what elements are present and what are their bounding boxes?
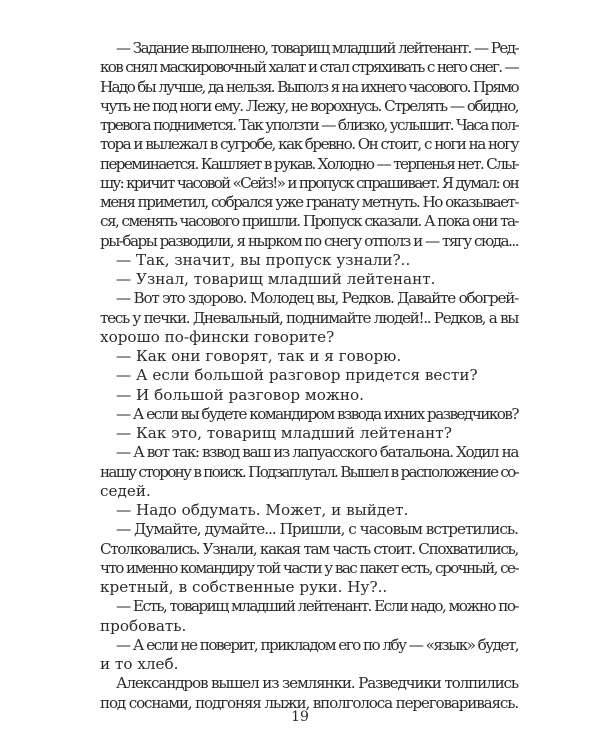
text-line: — Есть, товарищ младший лейтенант. Если надо, можно по- (116, 597, 518, 616)
text-line: — Так, значит, вы пропуск узнали?.. (116, 250, 411, 269)
text-line: — А вот так: взвод ваш из лапуасского батальона. Ходил на (116, 443, 518, 462)
text-line: под соснами, подгоняя лыжи, вполголоса переговариваясь. (100, 693, 518, 712)
text-line: — Задание выполнено, товарищ младший лейтенант. — Ред- (116, 39, 518, 57)
text-line: тора и вылежал в сугробе, как бревно. Он стоит, с ноги на ногу (100, 135, 518, 154)
text-line: чуть не под ноги ему. Лежу, не ворохнусь. Стрелять — обидно, (100, 96, 518, 115)
text-line: — И большой разговор можно. (116, 385, 364, 404)
text-line: ры-бары разводили, я нырком по снегу отполз и — тягу сюда... (100, 231, 518, 250)
text-line: седей. (100, 481, 151, 500)
text-line: Надо бы лучше, да нельзя. Выполз я на ихнего часового. Прямо (100, 77, 518, 96)
text-line: — Вот это здорово. Молодец вы, Редков. Давайте обогрей- (116, 289, 519, 308)
text-line: — Как это, товарищ младший лейтенант? (116, 424, 452, 442)
body-text (100, 39, 518, 713)
text-line: переминается. Кашляет в рукав. Холодно — терпенья нет. Слы- (100, 154, 518, 173)
text-line: и то хлеб. (100, 655, 179, 673)
text-line: тревога поднимется. Так уползти — близко, услышит. Часа пол- (100, 116, 518, 134)
text-line: — Думайте, думайте... Пришли, с часовым встретились. (116, 520, 518, 539)
text-line: пробовать. (100, 616, 187, 635)
text-line: меня приметил, собрался уже гранату метнуть. Но оказывает- (100, 193, 518, 211)
text-line: кретный, в собственные руки. Ну?.. (100, 578, 388, 596)
text-line: — Как они говорят, так и я говорю. (116, 347, 402, 365)
text-line: — А если не поверит, прикладом его по лбу — «язык» будет, (116, 635, 518, 654)
text-line: что именно командиру той части у вас пакет есть, срочный, се- (100, 558, 518, 577)
text-line: — А если вы будете командиром взвода ихних разведчиков? (116, 404, 518, 423)
text-line: ков снял маскировочный халат и стал стряхивать с него снег. — (100, 58, 518, 77)
text-line: — А если большой разговор придется вести? (116, 366, 478, 385)
page-number: 19 (291, 709, 309, 725)
text-line: — Надо обдумать. Может, и выйдет. (116, 501, 409, 519)
text-line: нашу сторону в поиск. Подзаплутал. Вышел в расположение со- (100, 462, 518, 481)
text-line: Столковались. Узнали, какая там часть стоит. Спохватились, (100, 539, 518, 558)
text-line: тесь у печки. Дневальный, поднимайте людей!.. Редков, а вы (100, 308, 518, 327)
text-line: ся, сменять часового пришли. Пропуск сказали. А пока они та- (100, 212, 518, 231)
text-line: хорошо по-фински говорите? (100, 327, 335, 346)
text-line: — Узнал, товарищ младший лейтенант. (116, 270, 436, 288)
text-line: Александров вышел из землянки. Разведчики толпились (116, 674, 518, 693)
text-line: шу: кричит часовой «Сейз!» и пропуск спрашивает. Я думал: он (100, 173, 518, 192)
